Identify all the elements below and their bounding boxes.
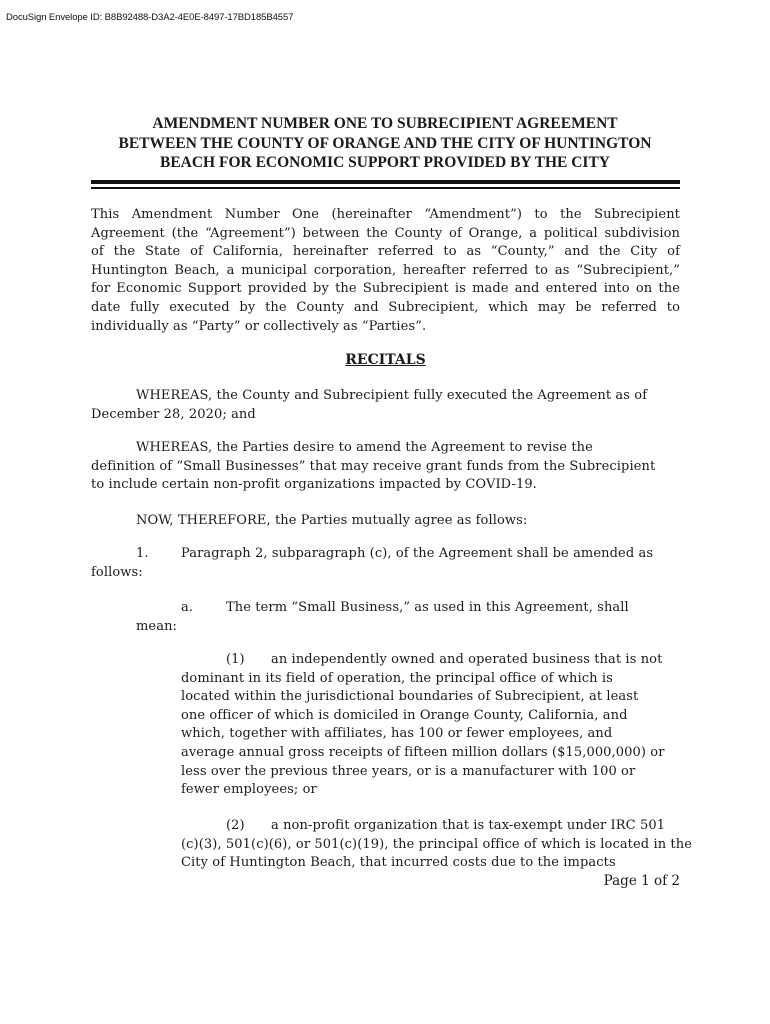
intro-line: individually as “Party” or collectively as “Parties”. bbox=[91, 318, 427, 334]
whereas-paragraph-2 bbox=[91, 439, 655, 495]
intro-line: date fully executed by the County and Subrecipient, which may be referred to bbox=[91, 299, 680, 315]
item-2-text: a non-profit organization that is tax-exempt under IRC 501 bbox=[271, 818, 666, 833]
item-1-line: which, together with affiliates, has 100 or fewer employees, and bbox=[181, 726, 613, 742]
whereas2-line-1: WHEREAS, the Parties desire to amend the Agreement to revise the bbox=[136, 440, 593, 455]
whereas1-line-1: WHEREAS, the County and Subrecipient fully executed the Agreement as of bbox=[136, 388, 648, 403]
paragraph-1-line-2: follows: bbox=[91, 564, 143, 580]
item-1-line: less over the previous three years, or is a manufacturer with 100 or bbox=[181, 763, 636, 779]
title-divider-thick bbox=[91, 180, 680, 184]
item-2-line: (c)(3), 501(c)(6), or 501(c)(19), the principal office of which is located in the bbox=[181, 836, 692, 852]
now-therefore-paragraph bbox=[91, 512, 527, 531]
now-therefore-line: NOW, THEREFORE, the Parties mutually agree as follows: bbox=[136, 513, 528, 528]
item-2-line: City of Huntington Beach, that incurred costs due to the impacts bbox=[181, 855, 616, 871]
title-divider-thin bbox=[91, 187, 680, 189]
whereas-paragraph-1 bbox=[91, 387, 647, 424]
item-1-line: dominant in its field of operation, the principal office of which is bbox=[181, 670, 613, 686]
intro-line: for Economic Support provided by the Subrecipient is made and entered into on the bbox=[91, 281, 680, 297]
whereas2-line-3: to include certain non-profit organizations impacted by COVID-19. bbox=[91, 477, 537, 493]
item-1-first-line bbox=[181, 651, 665, 670]
item-1-line: average annual gross receipts of fifteen million dollars ($15,000,000) or bbox=[181, 744, 665, 760]
whereas2-line-2: definition of “Small Businesses” that may receive grant funds from the Subrecipient bbox=[91, 458, 656, 474]
item-1-number: (1) bbox=[226, 652, 245, 667]
item-1-line: fewer employees; or bbox=[181, 782, 317, 798]
intro-line: Agreement (the “Agreement”) between the County of Orange, a political subdivision bbox=[91, 225, 680, 241]
paragraph-1-first-line bbox=[91, 545, 653, 564]
item-1-line: one officer of which is domiciled in Orange County, California, and bbox=[181, 707, 628, 723]
item-2-number: (2) bbox=[226, 818, 245, 833]
subparagraph-a-text: The term “Small Business,” as used in this Agreement, shall bbox=[226, 600, 629, 615]
title-line-1: AMENDMENT NUMBER ONE TO SUBRECIPIENT AGREEMENT bbox=[152, 115, 618, 132]
intro-paragraph bbox=[91, 206, 680, 336]
document-title bbox=[80, 114, 690, 173]
paragraph-1-number: 1. bbox=[136, 546, 149, 561]
paragraph-1-text: Paragraph 2, subparagraph (c), of the Agreement shall be amended as bbox=[181, 546, 654, 561]
subparagraph-a-line-2: mean: bbox=[136, 618, 178, 634]
subparagraph-a-first-line bbox=[91, 599, 629, 618]
item-1-line: located within the jurisdictional boundaries of Subrecipient, at least bbox=[181, 689, 639, 705]
whereas1-line-2: December 28, 2020; and bbox=[91, 406, 256, 422]
intro-line: This Amendment Number One (hereinafter “Amendment”) to the Subrecipient bbox=[91, 207, 680, 222]
subparagraph-a bbox=[91, 599, 629, 636]
page-number: Page 1 of 2 bbox=[603, 873, 680, 889]
title-line-3: BEACH FOR ECONOMIC SUPPORT PROVIDED BY THE CITY bbox=[159, 154, 610, 171]
subparagraph-a-letter: a. bbox=[181, 600, 194, 615]
title-line-2: BETWEEN THE COUNTY OF ORANGE AND THE CITY OF HUNTINGTON bbox=[118, 134, 652, 152]
docusign-envelope-id: DocuSign Envelope ID: B8B92488-D3A2-4E0E-8497-17BD185B4557 bbox=[6, 12, 294, 23]
item-1-text: an independently owned and operated business that is not bbox=[271, 652, 663, 667]
item-2-first-line bbox=[181, 817, 692, 836]
definition-item-1 bbox=[181, 651, 665, 800]
definition-item-2 bbox=[181, 817, 692, 873]
intro-line: Huntington Beach, a municipal corporation, hereafter referred to as “Subrecipient,” bbox=[91, 262, 680, 278]
intro-line: of the State of California, hereinafter referred to as “County,” and the City of bbox=[91, 244, 680, 260]
paragraph-1 bbox=[91, 545, 653, 582]
recitals-heading: RECITALS bbox=[345, 352, 426, 368]
